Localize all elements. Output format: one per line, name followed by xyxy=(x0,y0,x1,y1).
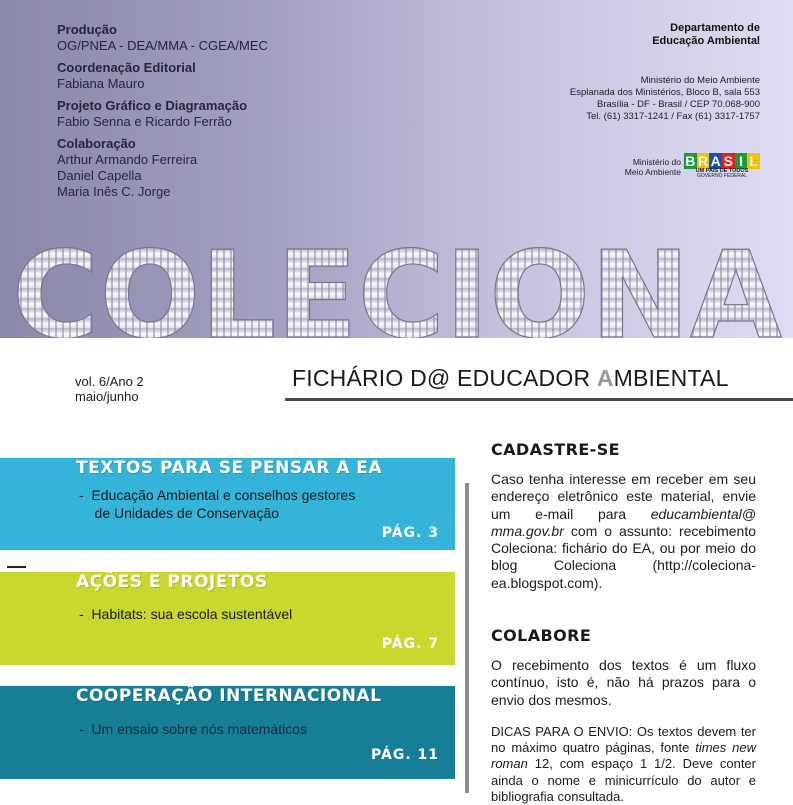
brasil-logo xyxy=(684,153,760,179)
department-name xyxy=(652,22,760,48)
credit-value: OG/PNEA - DEA/MMA - CGEA/MEC xyxy=(57,38,268,53)
credit-value: Maria Inês C. Jorge xyxy=(57,184,171,199)
brasil-letter: A xyxy=(710,153,721,169)
issue-info xyxy=(75,374,144,404)
section-item-line: de Unidades de Conservação xyxy=(79,505,280,521)
issue-period: maio/junho xyxy=(75,389,139,404)
brasil-letter: S xyxy=(723,153,734,169)
masthead-title: COLECIONA xyxy=(12,233,783,343)
brasil-subtitle: GOVERNO FEDERAL xyxy=(696,173,747,179)
credit-label: Projeto Gráfico e Diagramação xyxy=(57,98,248,113)
issue-volume: vol. 6/Ano 2 xyxy=(75,374,144,389)
coleciona-masthead xyxy=(8,233,788,343)
address-line: Tel. (61) 3317-1241 / Fax (61) 3317-1757 xyxy=(586,111,760,122)
divider-dash xyxy=(7,566,26,568)
section-page: PÁG. 3 xyxy=(381,525,439,541)
section-item-line: - Educação Ambiental e conselhos gestores xyxy=(79,487,356,503)
section-heading: TEXTOS PARA SE PENSAR A EA xyxy=(76,458,383,478)
brasil-tagline: UM PAÍS DE TODOS xyxy=(695,168,749,174)
credit-producao xyxy=(57,22,268,54)
credit-value: Fabio Senna e Ricardo Ferrão xyxy=(57,114,232,129)
page-title xyxy=(292,365,729,392)
address-line: Brasília - DF - Brasil / CEP 70.068-900 xyxy=(597,99,760,110)
credit-value: Arthur Armando Ferreira xyxy=(57,152,198,167)
brasil-letter: B xyxy=(685,153,696,169)
cadastre-section xyxy=(491,440,756,592)
credit-projeto-grafico xyxy=(57,98,268,130)
ministry-address xyxy=(570,75,760,123)
section-textos[interactable] xyxy=(0,458,455,550)
colabore-section xyxy=(491,626,756,805)
colabore-text: O recebimento dos textos é um fluxo contínuo, isto é, não há prazos para o envio dos mesmos. xyxy=(491,657,756,708)
ministry-logo-line: Ministério do xyxy=(632,157,681,167)
credit-coordenacao xyxy=(57,60,268,92)
header-banner xyxy=(0,0,793,343)
address-line: Esplanada dos Ministérios, Bloco B, sala 553 xyxy=(569,87,760,98)
section-page: PÁG. 7 xyxy=(381,636,439,652)
credit-colaboracao xyxy=(57,136,268,200)
section-acoes[interactable] xyxy=(0,572,455,665)
title-suffix: MBIENTAL xyxy=(613,365,729,391)
tips-font-name: times new roman xyxy=(491,740,756,772)
brasil-logo-letters xyxy=(684,153,760,169)
credits-block xyxy=(57,22,268,206)
colabore-heading: COLABORE xyxy=(491,626,592,645)
section-item: - Um ensaio sobre nós matemáticos xyxy=(79,721,307,737)
credit-value: Fabiana Mauro xyxy=(57,76,145,91)
title-accent-letter: A xyxy=(596,365,614,391)
department-line: Departamento de xyxy=(670,22,760,34)
credit-label: Coordenação Editorial xyxy=(57,60,196,75)
brasil-letter: L xyxy=(747,153,760,169)
title-underline xyxy=(285,398,793,401)
cadastre-text-part: com o assunto: recebimento Coleciona: fichário do EA, ou por meio do blog Coleciona (http://coleciona-ea.blogspot.com). xyxy=(491,522,756,591)
cadastre-email-link[interactable]: educambiental@ mma.gov.br xyxy=(491,505,756,539)
section-heading: AÇÕES E PROJETOS xyxy=(76,572,268,592)
credit-label: Produção xyxy=(57,22,117,37)
brasil-letter: R xyxy=(697,153,709,169)
brasil-letter: I xyxy=(735,153,748,169)
section-heading: COOPERAÇÃO INTERNACIONAL xyxy=(76,686,382,706)
cadastre-heading: CADASTRE-SE xyxy=(491,440,620,459)
ministry-logo-text xyxy=(625,157,681,177)
title-prefix: FICHÁRIO D@ EDUCADOR xyxy=(292,365,597,391)
column-divider xyxy=(465,483,469,793)
credit-value: Daniel Capella xyxy=(57,168,142,183)
address-line: Ministério do Meio Ambiente xyxy=(640,75,760,86)
credit-label: Colaboração xyxy=(57,136,136,151)
section-item xyxy=(79,486,355,522)
section-page: PÁG. 11 xyxy=(371,747,439,763)
cadastre-text xyxy=(491,471,756,592)
section-item: - Habitats: sua escola sustentável xyxy=(79,606,293,622)
section-cooperacao[interactable] xyxy=(0,686,455,779)
cadastre-text-part: Caso tenha interesse em receber em seu endereço eletrônico este material, envie um e-mail para xyxy=(491,471,756,522)
department-line: Educação Ambiental xyxy=(652,35,760,47)
tips-text-part: 12, com espaço 1 1/2. Deve conter ainda o nome e minicurrículo do autor e bibliografia consultada. xyxy=(491,756,756,805)
ministry-logo-line: Meio Ambiente xyxy=(624,167,681,177)
tips-text-part: DICAS PARA O ENVIO: Os textos devem ter no máximo quatro páginas, fonte xyxy=(491,723,756,756)
